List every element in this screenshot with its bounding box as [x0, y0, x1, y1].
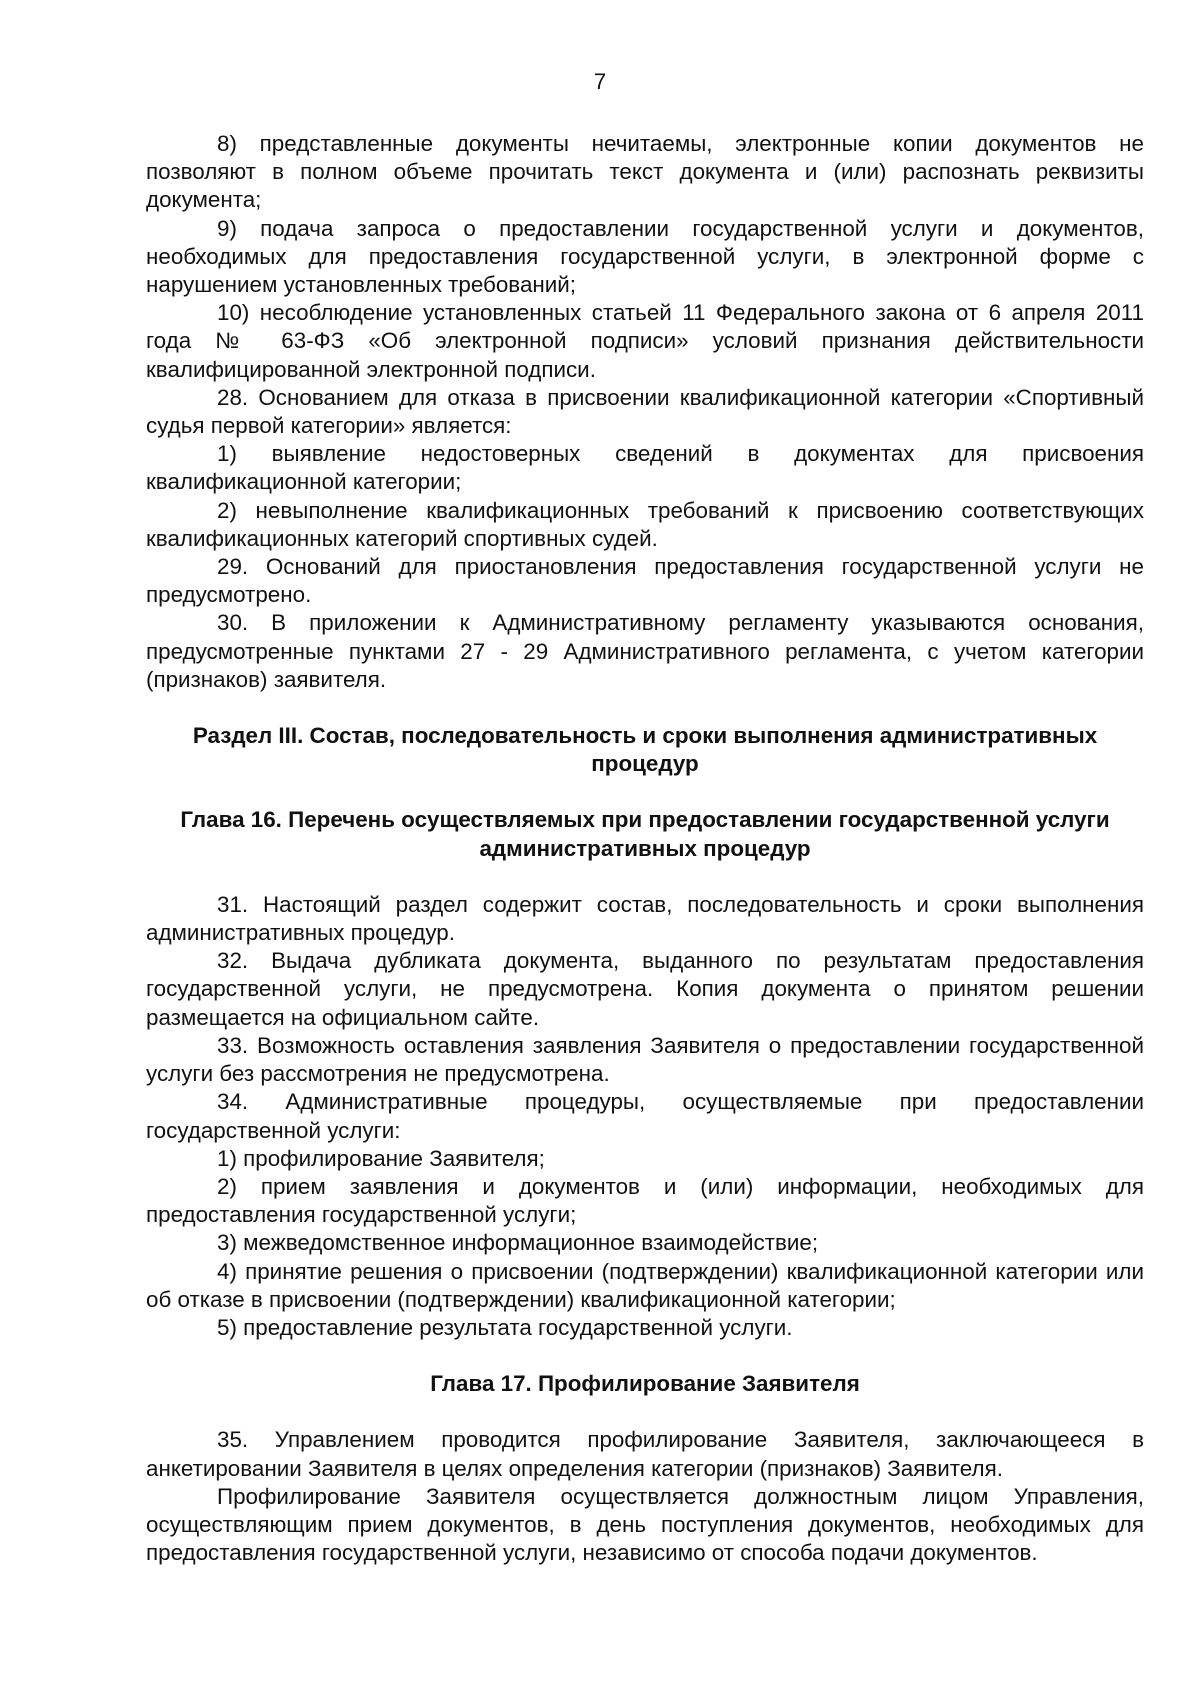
paragraph: 31. Настоящий раздел содержит состав, последовательность и сроки выполнения административных процедур. [146, 891, 1144, 946]
paragraph: 1) выявление недостоверных сведений в документах для присвоения квалификационной категории; [146, 441, 1144, 495]
paragraph: 9) подача запроса о предоставлении государственной услуги и документов, необходимых для предоставления государственной услуги, в электронной форме с нарушением установленных требований; [146, 215, 1144, 298]
paragraph: 8) представленные документы нечитаемы, электронные копии документов не позволяют в полном объеме прочитать текст документа и (или) распознать реквизиты документа; [146, 131, 1144, 213]
paragraph: 2) невыполнение квалификационных требований к присвоению соответствующих квалификационных категорий спортивных судей. [146, 497, 1144, 551]
chapter-heading: Глава 17. Профилирование Заявителя [430, 1371, 860, 1397]
section-heading: Раздел III. Состав, последовательность и сроки выполнения административных процедур [192, 723, 1098, 777]
paragraph: 2) прием заявления и документов и (или) информации, необходимых для предоставления государственной услуги; [146, 1173, 1144, 1228]
paragraph: 10) несоблюдение установленных статьей 11 Федерального закона от 6 апреля 2011 года № 63-ФЗ «Об электронной подписи» условий признания действительности квалифицированной электронной подписи. [146, 300, 1144, 382]
document-body [146, 130, 1144, 1567]
paragraph: 3) межведомственное информационное взаимодействие; [217, 1230, 819, 1256]
paragraph: 33. Возможность оставления заявления Заявителя о предоставлении государственной услуги без рассмотрения не предусмотрена. [146, 1032, 1144, 1087]
paragraph: 4) принятие решения о присвоении (подтверждении) квалификационной категории или об отказе в присвоении (подтверждении) квалификационной категории; [146, 1258, 1144, 1312]
paragraph: 28. Основанием для отказа в присвоении квалификационной категории «Спортивный судья первой категории» является: [146, 384, 1144, 439]
paragraph: 30. В приложении к Административному регламенту указываются основания, предусмотренные пунктами 27 - 29 Административного регламента, с учетом категории (признаков) заявителя. [146, 610, 1144, 692]
paragraph: 1) профилирование Заявителя; [217, 1145, 545, 1171]
paragraph: 5) предоставление результата государственной услуги. [217, 1314, 793, 1340]
paragraph: 32. Выдача дубликата документа, выданного по результатам предоставления государственной услуги, не предусмотрена. Копия документа о принятом решении размещается на официальном сайте. [146, 948, 1144, 1030]
paragraph: 29. Оснований для приостановления предоставления государственной услуги не предусмотрено. [146, 554, 1144, 608]
page-number: 7 [593, 69, 607, 94]
paragraph: 35. Управлением проводится профилирование Заявителя, заключающееся в анкетировании Заявителя в целях определения категории (признаков) Заявителя. [146, 1427, 1144, 1481]
paragraph: Профилирование Заявителя осуществляется должностным лицом Управления, осуществляющим прием документов, в день поступления документов, необходимых для предоставления государственной услуги, независимо от способа подачи документов. [146, 1483, 1144, 1566]
paragraph: 34. Административные процедуры, осуществляемые при предоставлении государственной услуги: [146, 1089, 1144, 1143]
chapter-heading: Глава 16. Перечень осуществляемых при предоставлении государственной услуги административных процедур [180, 807, 1110, 861]
